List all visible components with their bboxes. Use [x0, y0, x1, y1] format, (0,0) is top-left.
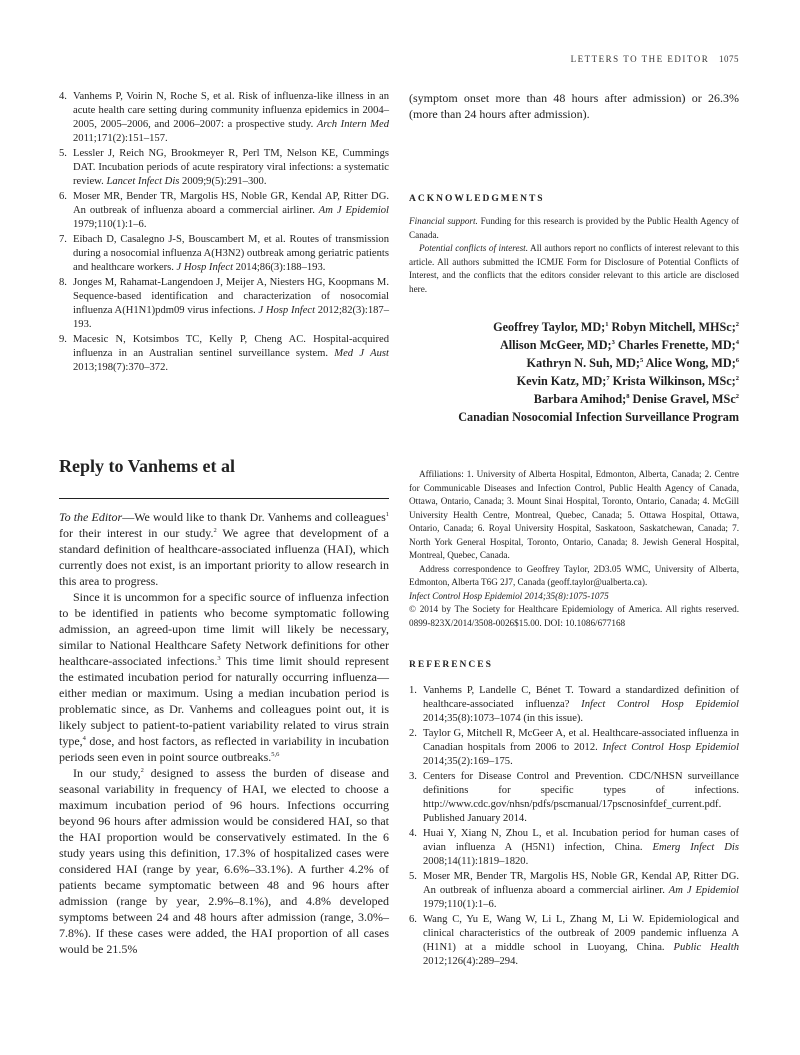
copyright: © 2014 by The Society for Healthcare Epidemiology of America. All rights reserved. 0899-823X/2014/3508-0026$15.00. DOI: 10.1086/677168: [409, 604, 739, 628]
acknowledgments-heading: ACKNOWLEDGMENTS: [409, 194, 545, 204]
reference-item: 8. Jonges M, Rahamat-Langendoen J, Meijer A, Niesters HG, Koopmans M. Sequence-based identification and characterization of nosocomial influenza A(H1N1)pdm09 virus infections. J Hosp Infect 2012;82(3):187–193.: [59, 277, 390, 330]
page-number: 1075: [719, 54, 739, 64]
reference-item: 5. Moser MR, Bender TR, Margolis HS, Noble GR, Kendal AP, Ritter DG. An outbreak of influenza aboard a commercial airliner. Am J Epidemiol 1979;110(1):1–6.: [409, 871, 740, 910]
reference-item: 2. Taylor G, Mitchell R, McGeer A, et al. Healthcare-associated influenza in Canadian hospitals from 2006 to 2012. Infect Control Hosp Epidemiol 2014;35(2):169–175.: [409, 728, 740, 767]
author-line: Allison McGeer, MD;$^3$ Charles Frenette, MD;$^4$: [499, 338, 739, 352]
title-rule: [59, 498, 389, 499]
correspondence: Address correspondence to Geoffrey Taylor, 2D3.05 WMC, University of Alberta, Edmonton, Alberta T6G 2J7, Canada (geoff.taylor@ualberta.ca).: [409, 563, 739, 587]
reference-item: 4. Vanhems P, Voirin N, Roche S, et al. Risk of influenza-like illness in an acute health care setting during community influenza epidemics in 2004–2005, 2005–2006, and 2006–2007: a prospective study. Arch Intern Med 2011;171(2):151–157.: [59, 91, 389, 144]
previous-reference-list: [59, 90, 389, 375]
author-line: Kathryn N. Suh, MD;$^5$ Alice Wong, MD;$^6$: [526, 356, 739, 370]
reference-list: [409, 684, 739, 969]
running-header: [571, 54, 739, 64]
conflicts-of-interest: Potential conflicts of interest. All authors report no conflicts of interest relevant to this article. All authors submitted the ICMJE Form for Disclosure of Potential Conflicts of Interest, and the conflicts that the editors consider relevant to this article are disclosed here.: [409, 243, 739, 294]
author-list: [409, 318, 739, 426]
reference-item: 6. Moser MR, Bender TR, Margolis HS, Noble GR, Kendal AP, Ritter DG. An outbreak of influenza aboard a commercial airliner. Am J Epidemiol 1979;110(1):1–6.: [59, 191, 390, 230]
reply-body: [59, 509, 389, 957]
left-column-references: [59, 90, 389, 376]
running-title: LETTERS TO THE EDITOR: [570, 54, 710, 64]
reference-item: 9. Macesic N, Kotsimbos TC, Kelly P, Cheng AC. Hospital-acquired influenza in an Australian sentinel surveillance system. Med J Aust 2013;198(7):370–372.: [59, 334, 389, 373]
references-heading: REFERENCES: [409, 660, 493, 670]
reference-item: 7. Eibach D, Casalegno J-S, Bouscambert M, et al. Routes of transmission during a nosocomial influenza A(H3N2) outbreak among geriatric patients and healthcare workers. J Hosp Infect 2014;86(3):188–193.: [59, 234, 389, 273]
reference-item: 6. Wang C, Yu E, Wang W, Li L, Zhang M, Li W. Epidemiological and clinical characteristics of the outbreak of 2009 pandemic influenza A (H1N1) at a middle school in Luoyang, China. Public Health 2012;126(4):289–294.: [409, 914, 739, 967]
affiliations: Affiliations: 1. University of Alberta Hospital, Edmonton, Alberta, Canada; 2. Centre for Communicable Diseases and Infection Control, Public Health Agency of Canada, Ottawa, Ontario, Canada; 3. Mount Sinai Hospital, Toronto, Ontario, Canada; 4. McGill University Health Centre, Montreal, Quebec, Canada; 5. Ottawa Hospital, Ottawa, Ontario, Canada; 6. Royal University Hospital, Saskatoon, Saskatchewan, Canada; 7. North York General Hospital, Toronto, Ontario, Canada; 8. Jewish General Hospital, Montreal, Quebec, Canada.: [409, 469, 739, 560]
reference-item: 3. Centers for Disease Control and Prevention. CDC/NHSN surveillance definitions for specific types of infections. http://www.cdc.gov/nhsn/pdfs/pscmanual/17pscnosinfdef_current.pdf. Published January 2014.: [409, 771, 739, 824]
body-continuation: (symptom onset more than 48 hours after admission) or 26.3% (more than 24 hours after admission).: [409, 91, 739, 121]
author-line: Geoffrey Taylor, MD;$^1$ Robyn Mitchell, MHSc;$^2$: [493, 320, 739, 334]
author-line: Kevin Katz, MD;$^7$ Krista Wilkinson, MSc;$^2$: [516, 374, 739, 388]
affiliations-block: [409, 468, 739, 630]
acknowledgments-body: [409, 215, 739, 296]
program-name: Canadian Nosocomial Infection Surveillance Program: [458, 410, 739, 424]
author-line: Barbara Amihod;$^8$ Denise Gravel, MSc$^2$: [533, 392, 739, 406]
reference-item: 1. Vanhems P, Landelle C, Bénet T. Toward a standardized definition of healthcare-associated influenza? Infect Control Hosp Epidemiol 2014;35(8):1073–1074 (in this issue).: [409, 685, 739, 724]
body-paragraph: To the Editor—We would like to thank Dr. Vanhems and colleagues$^1$ for their interest in our study.$^2$ We agree that development of a standard definition of healthcare-associated influenza (HAI), which currently does not exist, is an important priority to allow research in this area to progress.: [59, 510, 389, 588]
body-paragraph: In our study,$^2$ designed to assess the burden of disease and seasonal variability in frequency of HAI, we elected to choose a maximum incubation period of 96 hours. Infections occurring beyond 96 hours after admission would be considered HAI, so that the HAI proportion would be conservatively estimated. In the 6 study years using this definition, 17.3% of hospitalized cases were considered HAI (range by year, 6.6%–33.1%). A further 4.2% of patients became symptomatic between 48 and 96 hours after admission (range by year, 2.9%–8.1%), and 4.8% developed symptoms between 24 and 48 hours after admission (range, 3.0%–7.8%). If these cases were added, the HAI proportion of all cases would be 21.5%: [59, 766, 390, 956]
body-paragraph: Since it is uncommon for a specific source of influenza infection to be identified in patients who become symptomatic following admission, an agreed-upon time limit will likely be necessary, similar to National Healthcare Safety Network definitions for other healthcare-associated infections.$^3$ This time limit should represent the estimated incubation period for naturally occurring influenza—either median or maximum. Using a median incubation period is problematic since, as Dr. Vanhems and colleagues point out, it is likely subject to patient-to-patient variability related to virus strain type,$^4$ dose, and host factors, as reflected in variability in incubation periods seen even in point source outbreaks.$^{5,6}$: [59, 590, 389, 764]
journal-citation: Infect Control Hosp Epidemiol 2014;35(8):1075-1075: [409, 590, 609, 601]
financial-support: Financial support. Funding for this research is provided by the Public Health Agency of Canada.: [409, 216, 739, 240]
article-title: Reply to Vanhems et al: [59, 456, 236, 476]
right-column: [409, 90, 739, 970]
reference-item: 5. Lessler J, Reich NG, Brookmeyer R, Perl TM, Nelson KE, Cummings DAT. Incubation periods of acute respiratory viral infections: a systematic review. Lancet Infect Dis 2009;9(5):291–300.: [59, 148, 389, 187]
reference-item: 4. Huai Y, Xiang N, Zhou L, et al. Incubation period for human cases of avian influenza A (H5N1) infection, China. Emerg Infect Dis 2008;14(11):1819–1820.: [409, 828, 739, 867]
